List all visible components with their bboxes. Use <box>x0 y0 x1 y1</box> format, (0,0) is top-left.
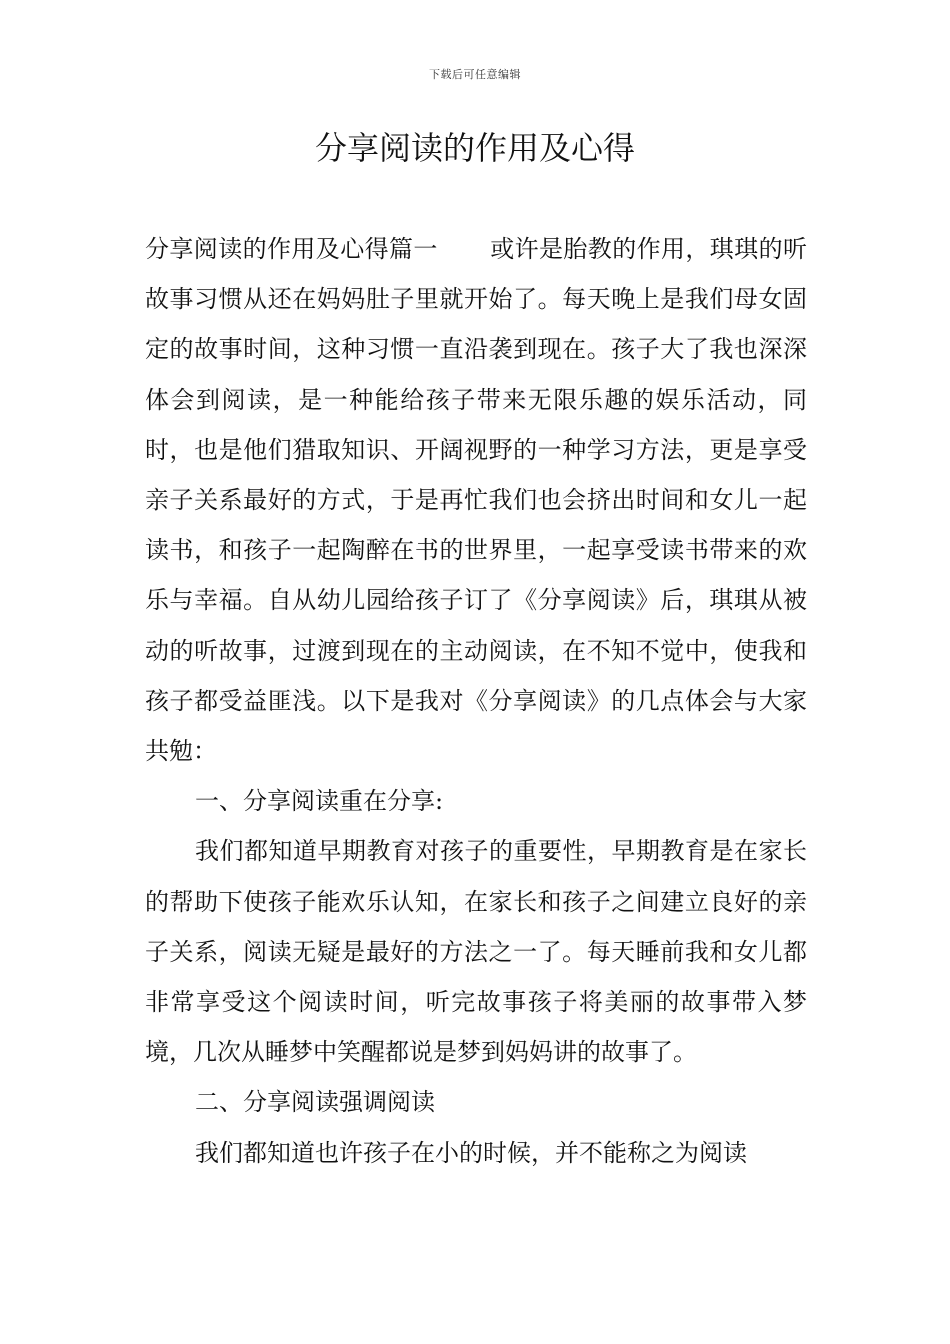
intro-body: 或许是胎教的作用，琪琪的听故事习惯从还在妈妈肚子里就开始了。每天晚上是我们母女固定的故事时间，这种习惯一直沿袭到现在。孩子大了我也深深体会到阅读，是一种能给孩子带来无限乐趣的娱乐活动，同时，也是他们猎取知识、开阔视野的一种学习方法，更是享受亲子关系最好的方式，于是再忙我们也会挤出时间和女儿一起读书，和孩子一起陶醉在书的世界里，一起享受读书带来的欢乐与幸福。自从幼儿园给孩子订了《分享阅读》后，琪琪从被动的听故事，过渡到现在的主动阅读，在不知不觉中，使我和孩子都受益匪浅。以下是我对《分享阅读》的几点体会与大家共勉： <box>145 235 808 766</box>
intro-heading: 分享阅读的作用及心得篇一 <box>145 235 438 263</box>
section2-paragraph: 我们都知道也许孩子在小的时候，并不能称之为阅读 <box>195 1138 747 1167</box>
header-note: 下载后可任意编辑 <box>429 68 521 81</box>
section2-heading: 二、分享阅读强调阅读 <box>195 1088 435 1117</box>
section1-heading: 一、分享阅读重在分享: <box>195 787 444 816</box>
section1-paragraph: 我们都知道早期教育对孩子的重要性，早期教育是在家长的帮助下使孩子能欢乐认知，在家长和孩子之间建立良好的亲子关系，阅读无疑是最好的方法之一了。每天睡前我和女儿都非常享受这个阅读时间，听完故事孩子将美丽的故事带入梦境，几次从睡梦中笑醒都说是梦到妈妈讲的故事了。 <box>145 837 807 1067</box>
document-title: 分享阅读的作用及心得 <box>314 129 635 167</box>
document-body <box>145 224 807 1178</box>
intro-paragraph <box>145 224 807 776</box>
